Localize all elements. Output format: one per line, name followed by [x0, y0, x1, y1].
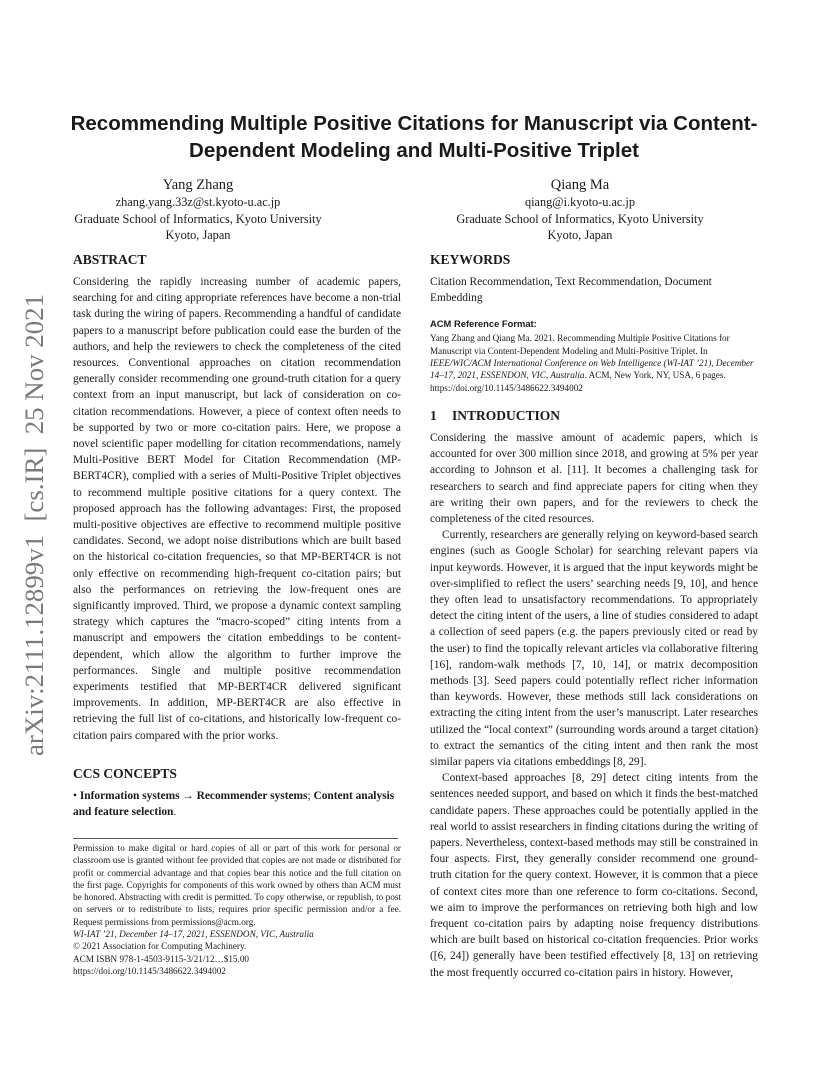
- author-email: zhang.yang.33z@st.kyoto-u.ac.jp: [115, 195, 281, 209]
- keywords-text: Citation Recommendation, Text Recommendation, Document Embedding: [430, 276, 712, 305]
- author-email: qiang@i.kyoto-u.ac.jp: [524, 195, 636, 209]
- arxiv-stamp: [12, 290, 54, 760]
- paper-title: Recommending Multiple Positive Citations for Manuscript via Content-Dependent Modeling and Multi-Positive Triplet: [70, 112, 758, 162]
- abstract-heading: ABSTRACT: [73, 252, 147, 267]
- acm-reference-part-1: Yang Zhang and Qiang Ma. 2021. Recommending Multiple Positive Citations for Manuscript via Content-Dependent Modeling and Multi-Positive Triplet. In: [430, 333, 730, 356]
- ccs-concepts: [73, 788, 401, 820]
- left-column: [73, 252, 401, 820]
- arxiv-stamp-text: arXiv:2111.12899v1 [cs.IR] 25 Nov 2021: [20, 308, 49, 756]
- ccs-heading: CCS CONCEPTS: [73, 765, 177, 781]
- section-title: INTRODUCTION: [452, 407, 561, 423]
- doi-line: https://doi.org/10.1145/3486622.3494002: [73, 965, 226, 976]
- acm-reference-part-2: . ACM, New York, NY, USA, 6 pages. https://doi.org/10.1145/3486622.3494002: [430, 370, 726, 393]
- ccs-sep: ;: [307, 789, 311, 802]
- abstract-text: Considering the rapidly increasing number of academic papers, searching for and citing appropriate references have become a non-trial task during the wiring of papers. Recommending a handful of candidate papers to a manuscript before publication could ease the burden of the authors, and help the reviewers to check the completeness of the cited resources. Conventional approaches on citation recommendation generally consider recommending one ground-truth citation for a query context from an input manuscript, but lack of consideration on co-citation recommendations. However, a piece of context often needs to be supported by two or more co-citation pairs. Here, we propose a novel scientific paper modelling for citation recommendations, namely Multi-Positive BERT Model for Citation Recommendation (MP-BERT4CR), complied with a series of Multi-Positive Triplet objectives to recommend multiple positive citations for a query context. The proposed approach has the following advantages: First, the proposed multi-positive objectives are effective to recommend multiple positive candidates. Second, we adopt noise distributions which are built based on the historical co-citation frequencies, so that MP-BERT4CR is not only effective on recommending high-frequent co-citation pairs; but also the performances on retrieving the low-frequent ones are significantly improved. Third, we propose a dynamic context sampling strategy which captures the “macro-scoped” citing intents from a manuscript and empowers the citation embeddings to be content-dependent, which allow the algorithm to further improve the performances. Single and multiple positive recommendation experiments testified that MP-BERT4CR delivered significant improvements. In addition, MP-BERT4CR are also effective in retrieving the full list of co-citations, and historically low-frequent co-citation pairs compared with the prior works.: [73, 276, 401, 742]
- author-block-1: [33, 176, 363, 244]
- copyright-footnote: [73, 838, 401, 977]
- author-affiliation: Graduate School of Informatics, Kyoto University: [74, 211, 322, 226]
- ccs-part-2: Recommender systems: [196, 789, 308, 802]
- ccs-bullet: •: [73, 789, 77, 802]
- introduction-body: [430, 430, 758, 981]
- ccs-end: .: [173, 806, 177, 819]
- venue-line: WI-IAT ’21, December 14–17, 2021, ESSENDON, VIC, Australia: [73, 929, 314, 940]
- acm-reference-text: [430, 332, 758, 393]
- permission-notice: Permission to make digital or hard copies of all or part of this work for personal or classroom use is granted without fee provided that copies are not made or distributed for profit or commercial advantage and that copies bear this notice and the full citation on the first page. Copyrights for components of this work owned by others than ACM must be honored. Abstracting with credit is permitted. To copy otherwise, or republish, to post on servers or to redistribute to lists, requires prior specific permission and/or a fee. Request permissions from permissions@acm.org.: [73, 843, 401, 927]
- author-name: Qiang Ma: [550, 177, 610, 193]
- isbn-line: ACM ISBN 978-1-4503-9115-3/21/12…$15.00: [73, 953, 250, 964]
- author-block-2: [415, 176, 745, 244]
- author-location: Kyoto, Japan: [165, 228, 231, 242]
- ccs-part-1: Information systems: [79, 789, 180, 802]
- ccs-part-3: Content analysis and feature selection: [73, 789, 395, 819]
- intro-paragraph-1: Considering the massive amount of academic papers, which is accounted for over 300 million since 2018, and growing at 5% per year according to Johnson et al. [11]. It becomes a challenging task for researchers to search and find appreciate papers for citing when they are writing their own papers, and for the reviewers to check the completeness of the cited resources.: [430, 431, 758, 525]
- copyright-line: © 2021 Association for Computing Machinery.: [73, 941, 247, 952]
- section-number: 1: [430, 407, 437, 423]
- author-name: Yang Zhang: [162, 177, 234, 193]
- intro-paragraph-2: Currently, researchers are generally relying on keyword-based search engines (such as Google Scholar) for searching relevant papers via input keywords. However, it is argued that the input keywords might be over-simplified to reflect the users’ searching needs [9, 10], and hence they often lead to unsatisfactory recommendations. To appropriately detect the citing intent of the users, a line of studies considered to adapt a collection of seed papers (e.g. the papers previously cited or read by the user) to find the topically relevant articles via collaborative filtering [16], random-walk methods [7, 10, 14], or matrix decomposition methods [3]. Seed papers could potentially reflect richer information than keywords. However, these methods still lack considerations on extracting the citing intent from the user’s manuscript. Later researches utilized the “local context” (surrounding words around a target citation) to extract the semantics of the citing intent and then rank the most similar papers via citations embeddings [8, 29].: [430, 529, 758, 768]
- keywords-heading: KEYWORDS: [430, 252, 511, 267]
- introduction-heading: [430, 408, 758, 424]
- footnote-rule: [73, 838, 398, 839]
- author-affiliation: Graduate School of Informatics, Kyoto University: [456, 211, 704, 226]
- acm-reference-heading: ACM Reference Format:: [430, 318, 537, 330]
- ccs-arrow: →: [182, 789, 194, 802]
- intro-paragraph-3: Context-based approaches [8, 29] detect citing intents from the sentences needed support, and based on which it finds the best-matched candidate papers. These approaches could be potentially applied in the real world to assist researchers in finding citations during the writing of papers. Nevertheless, context-based methods may still be constrained in four aspects. First, they generally consider recommend one ground-truth citation for the query context. However, it is common that a piece of context cites more than one reference to form co-citations. Second, we aim to improve the performances on retrieving both high and low frequent co-citation pairs by adapting noise frequency distributions which are built based on historical co-citation frequencies. Prior works ([6, 24]) generally have been testified effectively [8, 13] on retrieving the most frequently occurred co-citation pairs in history. However,: [430, 772, 758, 979]
- right-column: [430, 252, 758, 981]
- acm-reference-venue: IEEE/WIC/ACM International Conference on Web Intelligence (WI-IAT ’21), December 14–17, 2021, ESSENDON, VIC, Australia: [430, 358, 754, 381]
- author-location: Kyoto, Japan: [547, 228, 613, 242]
